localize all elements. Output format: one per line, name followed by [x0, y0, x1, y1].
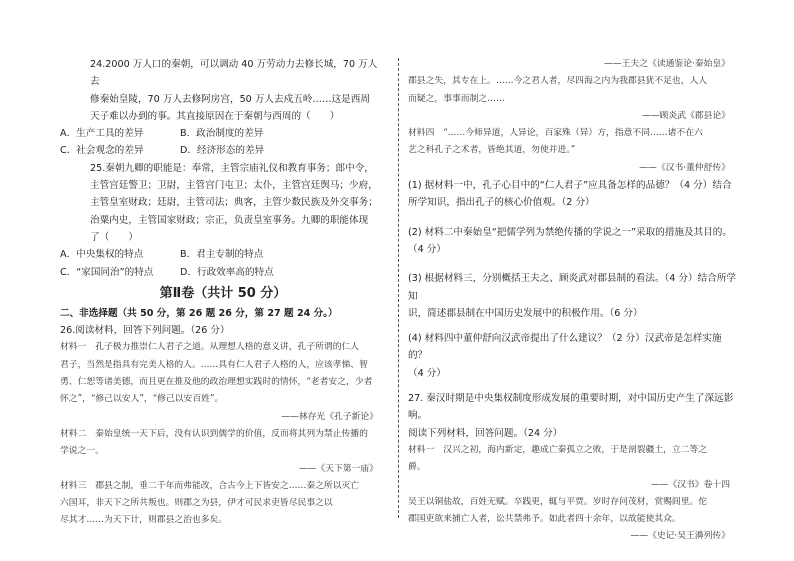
- subquestion-line: (3) 根据材料三，分别概括王夫之、顾炎武对郡县制的看法。（4 分）结合所学知: [408, 273, 736, 302]
- q26-subquestion-4: [408, 330, 738, 382]
- q27-stem-line: 阅读下列材料，回答问题。（24 分）: [408, 427, 563, 439]
- q24-stem-line: 修秦始皇陵，70 万人去修阿房宫，50 万人去戍五岭……这是西周: [90, 93, 370, 105]
- q25-stem-line: 主管皇室财政；廷尉，主管司法；典客，主管少数民族及外交事务；: [90, 197, 378, 209]
- question-25: [60, 160, 386, 281]
- left-column: [60, 56, 386, 556]
- q26-subquestion-1: [408, 177, 738, 212]
- material-line: 艺之科孔子之术者，皆绝其道，勿使并进。”: [408, 145, 576, 156]
- q26-material-4: [408, 125, 738, 177]
- material-line: 爵。: [408, 462, 426, 473]
- subquestion-line: 所学知识，指出孔子的核心价值观。（2 分）: [408, 197, 595, 209]
- subquestion-line: (2) 材料二中秦始皇“把儒学列为禁绝传播的学说之一”采取的措施及其目的。: [408, 226, 732, 238]
- q24-option-c: C．社会观念的差异: [60, 145, 144, 157]
- material-line: 材料一 孔子极力推崇仁人君子之道。从理想人格的意义讲，孔子所谓的仁人: [60, 342, 360, 353]
- q24-option-d: D．经济形态的差异: [180, 145, 265, 157]
- q25-stem-line: 了（ ）: [90, 231, 138, 243]
- material-line: 材料三 郡县之制，垂二千年而弗能改，合古今上下皆安之……秦之所以灭亡: [60, 480, 360, 491]
- subquestion-line: 识，简述郡县制在中国历史发展中的积极作用。（6 分）: [408, 307, 643, 319]
- material-line: 尽其才……为天下计，则郡县之治也多矣。: [60, 515, 228, 526]
- material-source: ——《汉书·董仲舒传》: [639, 162, 730, 173]
- material-line: 材料二 秦始皇统一天下后，没有认识到儒学的价值，反而将其列为禁止传播的: [60, 428, 368, 439]
- q24-option-b: B．政治制度的差异: [180, 128, 264, 140]
- subquestion-line: （4 分）: [408, 243, 446, 255]
- q26-intro: 26.阅读材料，回答下列问题。（26 分）: [60, 325, 230, 337]
- q25-stem-line: 治粟内史，主管国家财政；宗正，负责皇室事务。九卿的职能体现: [90, 214, 369, 226]
- q26-material-3-cont: [408, 56, 738, 125]
- subquestion-line: (1) 据材料一中，孔子心目中的“仁人君子”应具备怎样的品德？（4 分）结合: [408, 180, 732, 192]
- q25-options: [60, 246, 386, 281]
- q24-stem-line: 24.2000 万人口的秦朝，可以调动 40 万劳动力去修长城，70 万人去: [90, 59, 378, 88]
- material-line: 君子，当然是指具有完美人格的人。……具有仁人君子人格的人，应该孝悌、智: [60, 359, 368, 370]
- material-line: 学说之一。: [60, 446, 104, 457]
- section-2-heading: 二、非选择题（共 50 分，第 26 题 26 分，第 27 题 24 分。）: [60, 307, 338, 319]
- q25-option-b: B．君主专制的特点: [180, 249, 264, 261]
- material-line: 而疑之，事事而制之……: [408, 93, 505, 104]
- q26-material-1: [60, 339, 386, 425]
- material-line: 六国耳，非天下之所共叛也。则郡之为县，伊才可民求吏皆尽民事之以: [60, 498, 333, 509]
- question-27: [408, 390, 738, 442]
- right-column: [408, 56, 738, 556]
- q24-options: [60, 125, 386, 160]
- q26-material-3: [60, 478, 386, 530]
- material-line: 吴王以铜盐故，百姓无赋。卒践更，辄与平贾。岁时存问茂材，赏赐闾里。佗: [408, 496, 708, 507]
- column-divider: [398, 58, 399, 518]
- q26-subquestion-2: [408, 224, 738, 259]
- material-source: ——林存光《孔子新论》: [281, 411, 378, 422]
- part-2-title: 第Ⅱ卷（共计 50 分）: [159, 285, 287, 301]
- material-line: 材料一 汉兴之初，海内新定，趣成亡秦孤立之败，于是剖裂疆土，立二等之: [408, 444, 708, 455]
- material-line: 郡县之失，其专在上。……今之君人者，尽四海之内为我郡县犹不足也，人人: [408, 76, 708, 87]
- subquestion-line: (4) 材料四中董仲舒向汉武帝提出了什么建议？（2 分）汉武帝是怎样实施的？: [408, 333, 722, 362]
- q25-option-a: A．中央集权的特点: [60, 249, 144, 261]
- q25-stem-line: 25.秦朝九卿的职能是：奉常，主管宗庙礼仪和教育事务；郎中令，: [90, 162, 374, 174]
- material-source: ——顾炎武《郡县论》: [642, 110, 730, 121]
- q27-stem-line: 27. 秦汉时期是中央集权制度形成发展的重要时期，对中国历史产生了深远影响。: [408, 393, 734, 422]
- material-line: 材料四 “……今师异道，人异论，百家殊（异）方，指意不同……诸不在六: [408, 128, 703, 139]
- material-line: 勇、仁恕等诸美德，而且更在推及他的政治理想实践时的情怀，“老者安之，少者: [60, 377, 373, 388]
- q25-stem-line: 主管宫廷警卫；卫尉，主管宫门屯卫；太仆，主管宫廷舆马；少府，: [90, 180, 378, 192]
- q24-option-a: A．生产工具的差异: [60, 128, 144, 140]
- material-source: ——王夫之《读通鉴论·秦始皇》: [604, 59, 730, 69]
- q27-material-1: [408, 442, 738, 546]
- q26-subquestion-3: [408, 270, 738, 322]
- question-24: [60, 56, 386, 160]
- material-source: ——《史记·吴王濞列传》: [630, 531, 730, 542]
- material-source: ——《汉书》卷十四: [650, 479, 730, 490]
- subquestion-line: （4 分）: [408, 367, 446, 379]
- material-source: ——《天下第一庙》: [298, 463, 378, 474]
- q25-option-c: C．“家国同治”的特点: [60, 266, 154, 278]
- q25-option-d: D．行政效率高的特点: [180, 266, 274, 278]
- q26-material-2: [60, 426, 386, 478]
- q24-stem-line: 天子难以办到的事。其直接原因在于秦朝与西周的（ ）: [90, 110, 340, 122]
- material-line: 郡国吏欲来捕亡人者，讼共禁弗予。如此者四十余年，以故能使其众。: [408, 514, 681, 525]
- material-line: 怀之”，“修己以安人”，“修己以安百姓”。: [60, 394, 224, 405]
